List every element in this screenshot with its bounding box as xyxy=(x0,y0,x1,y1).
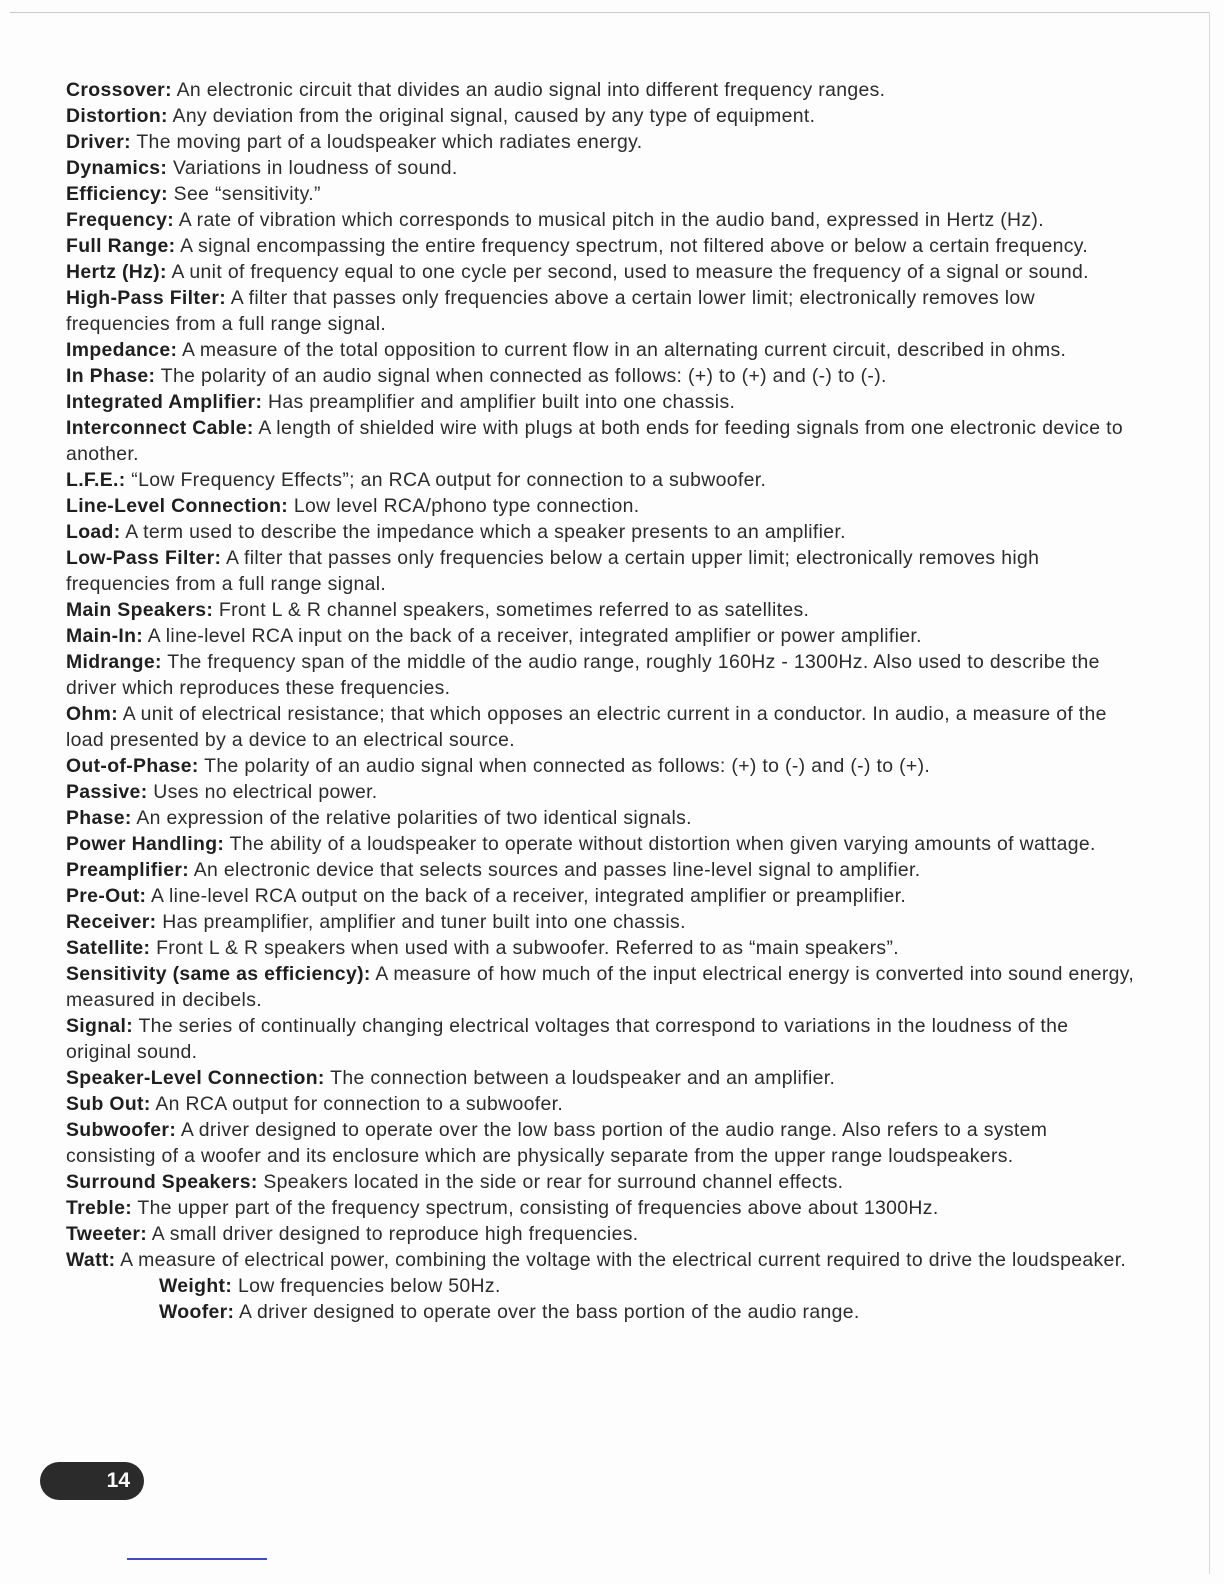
glossary-definition: A line-level RCA input on the back of a receiver, integrated amplifier or power amplifier. xyxy=(147,625,922,647)
glossary-term: Efficiency: xyxy=(66,183,168,205)
glossary-definition: A measure of how much of the input electrical energy is converted into sound energy, measured in decibels. xyxy=(66,963,1135,1011)
glossary-definition: Has preamplifier and amplifier built into one chassis. xyxy=(268,391,736,413)
glossary-entry xyxy=(66,129,1136,155)
glossary-definition: An RCA output for connection to a subwoofer. xyxy=(155,1093,564,1115)
glossary-term: Midrange: xyxy=(66,651,162,673)
glossary-term: Receiver: xyxy=(66,911,157,933)
glossary-definition: An electronic device that selects sources and passes line-level signal to amplifier. xyxy=(193,859,921,881)
glossary-term: Subwoofer: xyxy=(66,1119,177,1141)
glossary-definition: The series of continually changing electrical voltages that correspond to variations in the loudness of the original sound. xyxy=(66,1015,1069,1063)
glossary-term: Dynamics: xyxy=(66,157,168,179)
glossary-definition: The frequency span of the middle of the audio range, roughly 160Hz - 1300Hz. Also used to describe the driver which reproduces these frequencies. xyxy=(66,651,1100,699)
glossary-list xyxy=(66,77,1136,1325)
glossary-definition: Low level RCA/phono type connection. xyxy=(293,495,640,517)
glossary-entry xyxy=(66,1273,1136,1299)
glossary-definition: A filter that passes only frequencies below a certain upper limit; electronically removes high frequencies from a full range signal. xyxy=(66,547,1040,595)
glossary-entry xyxy=(66,519,1136,545)
glossary-term: Hertz (Hz): xyxy=(66,261,167,283)
glossary-entry xyxy=(66,1221,1136,1247)
glossary-term: Frequency: xyxy=(66,209,175,231)
glossary-term: Pre-Out: xyxy=(66,885,147,907)
glossary-entry xyxy=(66,1117,1136,1169)
glossary-term: Signal: xyxy=(66,1015,134,1037)
glossary-entry xyxy=(66,493,1136,519)
glossary-entry xyxy=(66,415,1136,467)
glossary-entry xyxy=(66,285,1136,337)
glossary-term: Out-of-Phase: xyxy=(66,755,199,777)
glossary-term: Weight: xyxy=(159,1275,233,1297)
glossary-definition: Front L & R channel speakers, sometimes referred to as satellites. xyxy=(218,599,810,621)
glossary-entry xyxy=(66,883,1136,909)
glossary-definition: The upper part of the frequency spectrum, consisting of frequencies above about 1300Hz. xyxy=(137,1197,939,1219)
glossary-entry xyxy=(66,259,1136,285)
glossary-definition: Low frequencies below 50Hz. xyxy=(237,1275,501,1297)
glossary-term: In Phase: xyxy=(66,365,156,387)
glossary-term: Power Handling: xyxy=(66,833,225,855)
glossary-definition: A filter that passes only frequencies above a certain lower limit; electronically removes low frequencies from a full range signal. xyxy=(66,287,1035,335)
glossary-definition: A length of shielded wire with plugs at both ends for feeding signals from one electronic device to another. xyxy=(66,417,1123,465)
glossary-definition: See “sensitivity.” xyxy=(173,183,321,205)
glossary-term: Satellite: xyxy=(66,937,151,959)
glossary-definition: Variations in loudness of sound. xyxy=(172,157,458,179)
glossary-entry xyxy=(66,337,1136,363)
glossary-term: Surround Speakers: xyxy=(66,1171,258,1193)
glossary-term: Interconnect Cable: xyxy=(66,417,254,439)
glossary-definition: A measure of the total opposition to current flow in an alternating current circuit, described in ohms. xyxy=(181,339,1067,361)
glossary-entry xyxy=(66,649,1136,701)
footer-rule xyxy=(127,1558,267,1560)
glossary-term: Sensitivity (same as efficiency): xyxy=(66,963,371,985)
glossary-definition: The ability of a loudspeaker to operate without distortion when given varying amounts of wattage. xyxy=(229,833,1096,855)
glossary-term: Tweeter: xyxy=(66,1223,148,1245)
glossary-definition: Uses no electrical power. xyxy=(153,781,378,803)
glossary-term: Line-Level Connection: xyxy=(66,495,289,517)
glossary-definition: A small driver designed to reproduce high frequencies. xyxy=(151,1223,639,1245)
glossary-entry xyxy=(66,1169,1136,1195)
glossary-definition: The polarity of an audio signal when connected as follows: (+) to (-) and (-) to (+). xyxy=(204,755,931,777)
glossary-entry xyxy=(66,909,1136,935)
glossary-entry xyxy=(66,181,1136,207)
glossary-term: High-Pass Filter: xyxy=(66,287,227,309)
glossary-definition: A rate of vibration which corresponds to musical pitch in the audio band, expressed in Hertz (Hz). xyxy=(178,209,1044,231)
glossary-term: Crossover: xyxy=(66,79,172,101)
glossary-entry xyxy=(66,389,1136,415)
glossary-entry xyxy=(66,155,1136,181)
glossary-definition: A term used to describe the impedance which a speaker presents to an amplifier. xyxy=(125,521,846,543)
glossary-term: Impedance: xyxy=(66,339,178,361)
glossary-definition: A signal encompassing the entire frequency spectrum, not filtered above or below a certain frequency. xyxy=(180,235,1089,257)
glossary-entry xyxy=(66,805,1136,831)
glossary-term: Load: xyxy=(66,521,121,543)
page-edge-top xyxy=(10,12,1210,13)
glossary-term: Driver: xyxy=(66,131,131,153)
glossary-definition: The connection between a loudspeaker and an amplifier. xyxy=(330,1067,836,1089)
page-edge-right xyxy=(1209,12,1210,1574)
glossary-definition: A measure of electrical power, combining the voltage with the electrical current required to drive the loudspeaker. xyxy=(120,1249,1127,1271)
glossary-term: Integrated Amplifier: xyxy=(66,391,263,413)
glossary-term: Main-In: xyxy=(66,625,144,647)
glossary-entry xyxy=(66,857,1136,883)
glossary-entry xyxy=(66,545,1136,597)
glossary-term: Treble: xyxy=(66,1197,133,1219)
glossary-definition: “Low Frequency Effects”; an RCA output for connection to a subwoofer. xyxy=(131,469,767,491)
glossary-term: Main Speakers: xyxy=(66,599,214,621)
glossary-entry xyxy=(66,207,1136,233)
glossary-term: Sub Out: xyxy=(66,1093,151,1115)
glossary-term: Phase: xyxy=(66,807,132,829)
glossary-entry xyxy=(66,961,1136,1013)
glossary-entry xyxy=(66,1247,1136,1273)
glossary-entry xyxy=(66,779,1136,805)
page-number-badge xyxy=(40,1462,144,1500)
glossary-entry xyxy=(66,1065,1136,1091)
glossary-definition: A unit of electrical resistance; that which opposes an electric current in a conductor. In audio, a measure of the load presented by a device to an electrical source. xyxy=(66,703,1107,751)
glossary-definition: The polarity of an audio signal when connected as follows: (+) to (+) and (-) to (-). xyxy=(160,365,887,387)
glossary-definition: A line-level RCA output on the back of a receiver, integrated amplifier or preamplifier. xyxy=(151,885,907,907)
glossary-entry xyxy=(66,597,1136,623)
glossary-entry xyxy=(66,1091,1136,1117)
glossary-term: Preamplifier: xyxy=(66,859,190,881)
glossary-entry xyxy=(66,233,1136,259)
glossary-entry xyxy=(66,1195,1136,1221)
glossary-entry xyxy=(66,623,1136,649)
glossary-definition: An electronic circuit that divides an audio signal into different frequency ranges. xyxy=(176,79,886,101)
glossary-term: L.F.E.: xyxy=(66,469,126,491)
glossary-entry xyxy=(66,1013,1136,1065)
glossary-entry xyxy=(66,701,1136,753)
page-number: 14 xyxy=(106,1469,130,1492)
glossary-definition: A driver designed to operate over the bass portion of the audio range. xyxy=(239,1301,860,1323)
glossary-term: Watt: xyxy=(66,1249,116,1271)
glossary-entry xyxy=(66,1299,1136,1325)
glossary-entry xyxy=(66,831,1136,857)
glossary-term: Low-Pass Filter: xyxy=(66,547,222,569)
glossary-definition: A unit of frequency equal to one cycle per second, used to measure the frequency of a signal or sound. xyxy=(171,261,1089,283)
glossary-entry xyxy=(66,467,1136,493)
glossary-term: Full Range: xyxy=(66,235,176,257)
glossary-definition: Speakers located in the side or rear for surround channel effects. xyxy=(263,1171,844,1193)
glossary-definition: A driver designed to operate over the low bass portion of the audio range. Also refers to a system consisting of a woofer and its enclosure which are physically separate from the upper range loudspeakers. xyxy=(66,1119,1048,1167)
glossary-definition: Front L & R speakers when used with a subwoofer. Referred to as “main speakers”. xyxy=(156,937,899,959)
glossary-definition: Any deviation from the original signal, caused by any type of equipment. xyxy=(172,105,816,127)
glossary-entry xyxy=(66,77,1136,103)
glossary-entry xyxy=(66,753,1136,779)
glossary-entry xyxy=(66,935,1136,961)
glossary-definition: An expression of the relative polarities of two identical signals. xyxy=(136,807,692,829)
glossary-definition: Has preamplifier, amplifier and tuner built into one chassis. xyxy=(162,911,686,933)
glossary-term: Speaker-Level Connection: xyxy=(66,1067,325,1089)
glossary-term: Woofer: xyxy=(159,1301,235,1323)
glossary-term: Distortion: xyxy=(66,105,168,127)
glossary-entry xyxy=(66,103,1136,129)
glossary-term: Ohm: xyxy=(66,703,119,725)
glossary-entry xyxy=(66,363,1136,389)
glossary-definition: The moving part of a loudspeaker which radiates energy. xyxy=(136,131,643,153)
glossary-term: Passive: xyxy=(66,781,148,803)
